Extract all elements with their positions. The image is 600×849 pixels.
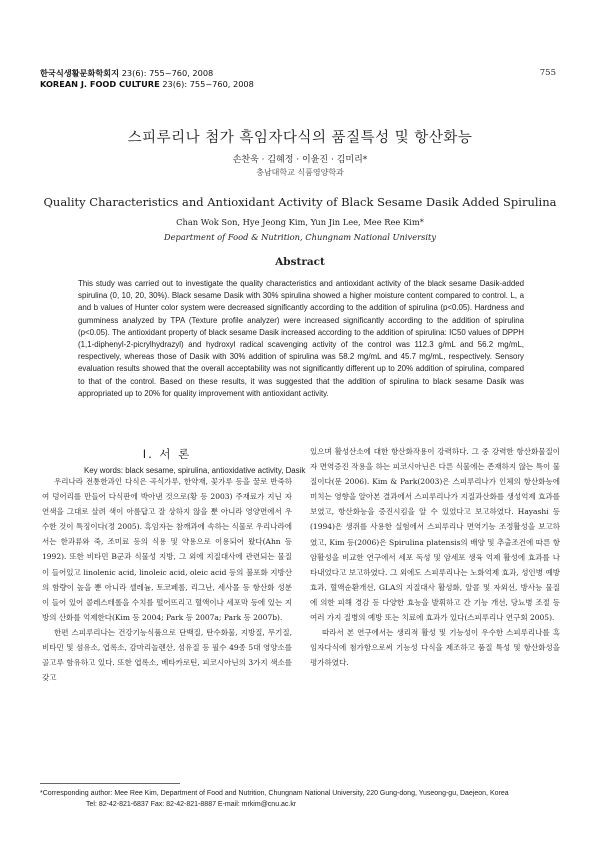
paper-title-ko: 스피루리나 첨가 흑임자다식의 품질특성 및 항산화능	[127, 130, 473, 146]
footnote-contact-line: Tel: 82-42-821-6837 Fax: 82-42-821-8887 E-mail: mrkim@cnu.ac.kr	[86, 801, 297, 808]
journal-citation-ko: 23(6): 755~760, 2008	[121, 68, 214, 78]
paragraph: 한편 스피루리나는 건강기능식품으로 단백질, 탄수화물, 지방질, 무기질, 비타민 및 섬유소, 엽록소, 감마리놀렌산, 섬유질 등 필수 49종 5대 영양소를 골고루 함유하고 있다. 또한 엽록소, 베타카로틴, 피코시아닌의 3가지 색소를 갖고	[42, 627, 292, 683]
footnote-line: *Corresponding author: Mee Ree Kim, Department of Food and Nutrition, Chungnam National University, 220 Gung-dong, Yuseong-gu, Daejeon, Korea	[40, 790, 509, 797]
body-column-left	[42, 474, 292, 685]
paper-title-en: Quality Characteristics and Antioxidant Activity of Black Sesame Dasik Added Spirulina	[43, 195, 557, 209]
affiliation-en: Department of Food & Nutrition, Chungnam National University	[163, 232, 437, 242]
section-heading-introduction: Ⅰ. 서 론	[142, 447, 192, 461]
journal-header	[40, 68, 254, 90]
affiliation-ko: 충남대학교 식품영양학과	[256, 168, 344, 177]
corresponding-author-footnote	[40, 788, 509, 810]
journal-name-ko: 한국식생활문화학회지	[40, 68, 120, 78]
journal-name-en: KOREAN J. FOOD CULTURE	[40, 79, 160, 89]
keywords: Key words: black sesame, spirulina, antioxidative activity, Dasik	[84, 466, 306, 475]
paragraph: 따라서 본 연구에서는 생리적 활성 및 기능성이 우수한 스피루리나를 흑임자다식에 첨가함으로써 기능성 다식을 제조하고 품질 특성 및 항산화성을 평가하였다.	[310, 628, 560, 668]
authors-en: Chan Wok Son, Hye Jeong Kim, Yun Jin Lee, Mee Ree Kim*	[176, 217, 424, 227]
abstract-heading: Abstract	[275, 256, 325, 268]
paragraph: 있으며 활성산소에 대한 항산화작용이 강력하다. 그 중 강력한 항산화물질이자 면역증진 작용을 하는 피코시아닌은 다른 식물에는 존재하지 않는 특이 물질이다(문 2006). Kim & Park(2003)은 스피루리나가 인체의 항산화능에 미치는 영향을 알아본 결과에서 스피루리나가 지질과산화를 생성억제 효과를 보였고, 항산화능을 증진시킴을 알 수 있었다고 보고하였다. Hayashi 등(1994)은 생쥐를 사용한 실험에서 스피루리나 면역기능 조정활성을 보고하였고, Kim 등(2006)은 Spirulina platensis의 배양 및 추출조건에 따른 항암활성을 비교한 연구에서 세포 독성 및 암세포 생육 억제 활성에 효과를 나타내었다고 보고하였다. 그 외에도 스피루리나는 노화억제 효과, 성인병 예방효과, 혈액순환개선, GLA의 지질대사 활성화, 알콜 및 자외선, 방사능 물질에 의한 피해 경감 등 다양한 효능을 발휘하고 간 기능 개선, 당뇨병 조절 등 여러 가지 질병의 예방 또는 치료에 효과가 있다(스피루리나 연구회 2005).	[310, 447, 560, 623]
abstract-text: This study was carried out to investigate the quality characteristics and antioxidant activity of the black sesame Dasik-added spirulina (0, 10, 20, 30%). Black sesame Dasik with 30% spirulina showed a higher moisture content compared to control. L, a and b values of Hunter color system were decreased significantly according to the addition of spirulina (p<0.05). Hardness and gumminess analyzed by TPA (Texture profile analyzer) were increased significantly according to the addition of spirulina (p<0.05). The antioxidant property of black sesame Dasik increased according to the addition of spirulina: IC50 values of DPPH (1,1-diphenyl-2-picrylhydrazyl) and hydroxyl radical scavenging activity of the control was 112.3 g/mL and 56.2 mg/mL, respectively, whereas those of Dasik with 30% addition of spirulina was 58.2 mg/mL and 45.7 mg/mL, respectively. Sensory evaluation results showed that the overall acceptability was not significantly different up to 20% addition of spirulina, compared to that of the control. Based on these results, it was suggested that the addition of spirulina to black sesame Dasik was appropriated up to 20% for quality improvement with antioxidant activity.	[78, 279, 524, 398]
paragraph: 우리나라 전통한과인 다식은 곡식가루, 한약재, 꽃가루 등을 꿀로 반죽하여 덩어리를 만들어 다식판에 박아낸 것으로(황 등 2003) 주재료가 지닌 자연색을 그대로 살려 색이 아름답고 잘 상하지 않을 뿐 아니라 영양면에서 우수한 것이 특징이다(정 2005). 흑임자는 참깨과에 속하는 식물로 우리나라에서는 한과류와 죽, 조미료 등의 식용 및 약용으로 이용되어 왔다(Ahn 등 1992). 또한 비타민 B군과 식물성 지방, 그 외에 지질대사에 관련되는 물질이 들어있고 linolenic acid, linoleic acid, oleic acid 등의 불포화 지방산의 함량이 높을 뿐 아니라 셀레늄, 토코페롤, 리그난, 세사몰 등 항산화 성분이 들어 있어 콜레스테롤을 수치를 떨어뜨리고 혈액이나 세포막 등에 있는 지방의 산화를 억제한다(Kim 등 2004; Park 등 2007a; Park 등 2007b).	[42, 477, 292, 622]
footnote-rule	[40, 783, 180, 784]
journal-citation-en: 23(6): 755~760, 2008	[162, 79, 254, 89]
authors-ko: 손찬욱 · 김혜정 · 이윤진 · 김미리*	[232, 155, 368, 165]
page-number: 755	[539, 68, 556, 78]
body-column-right	[310, 444, 560, 670]
